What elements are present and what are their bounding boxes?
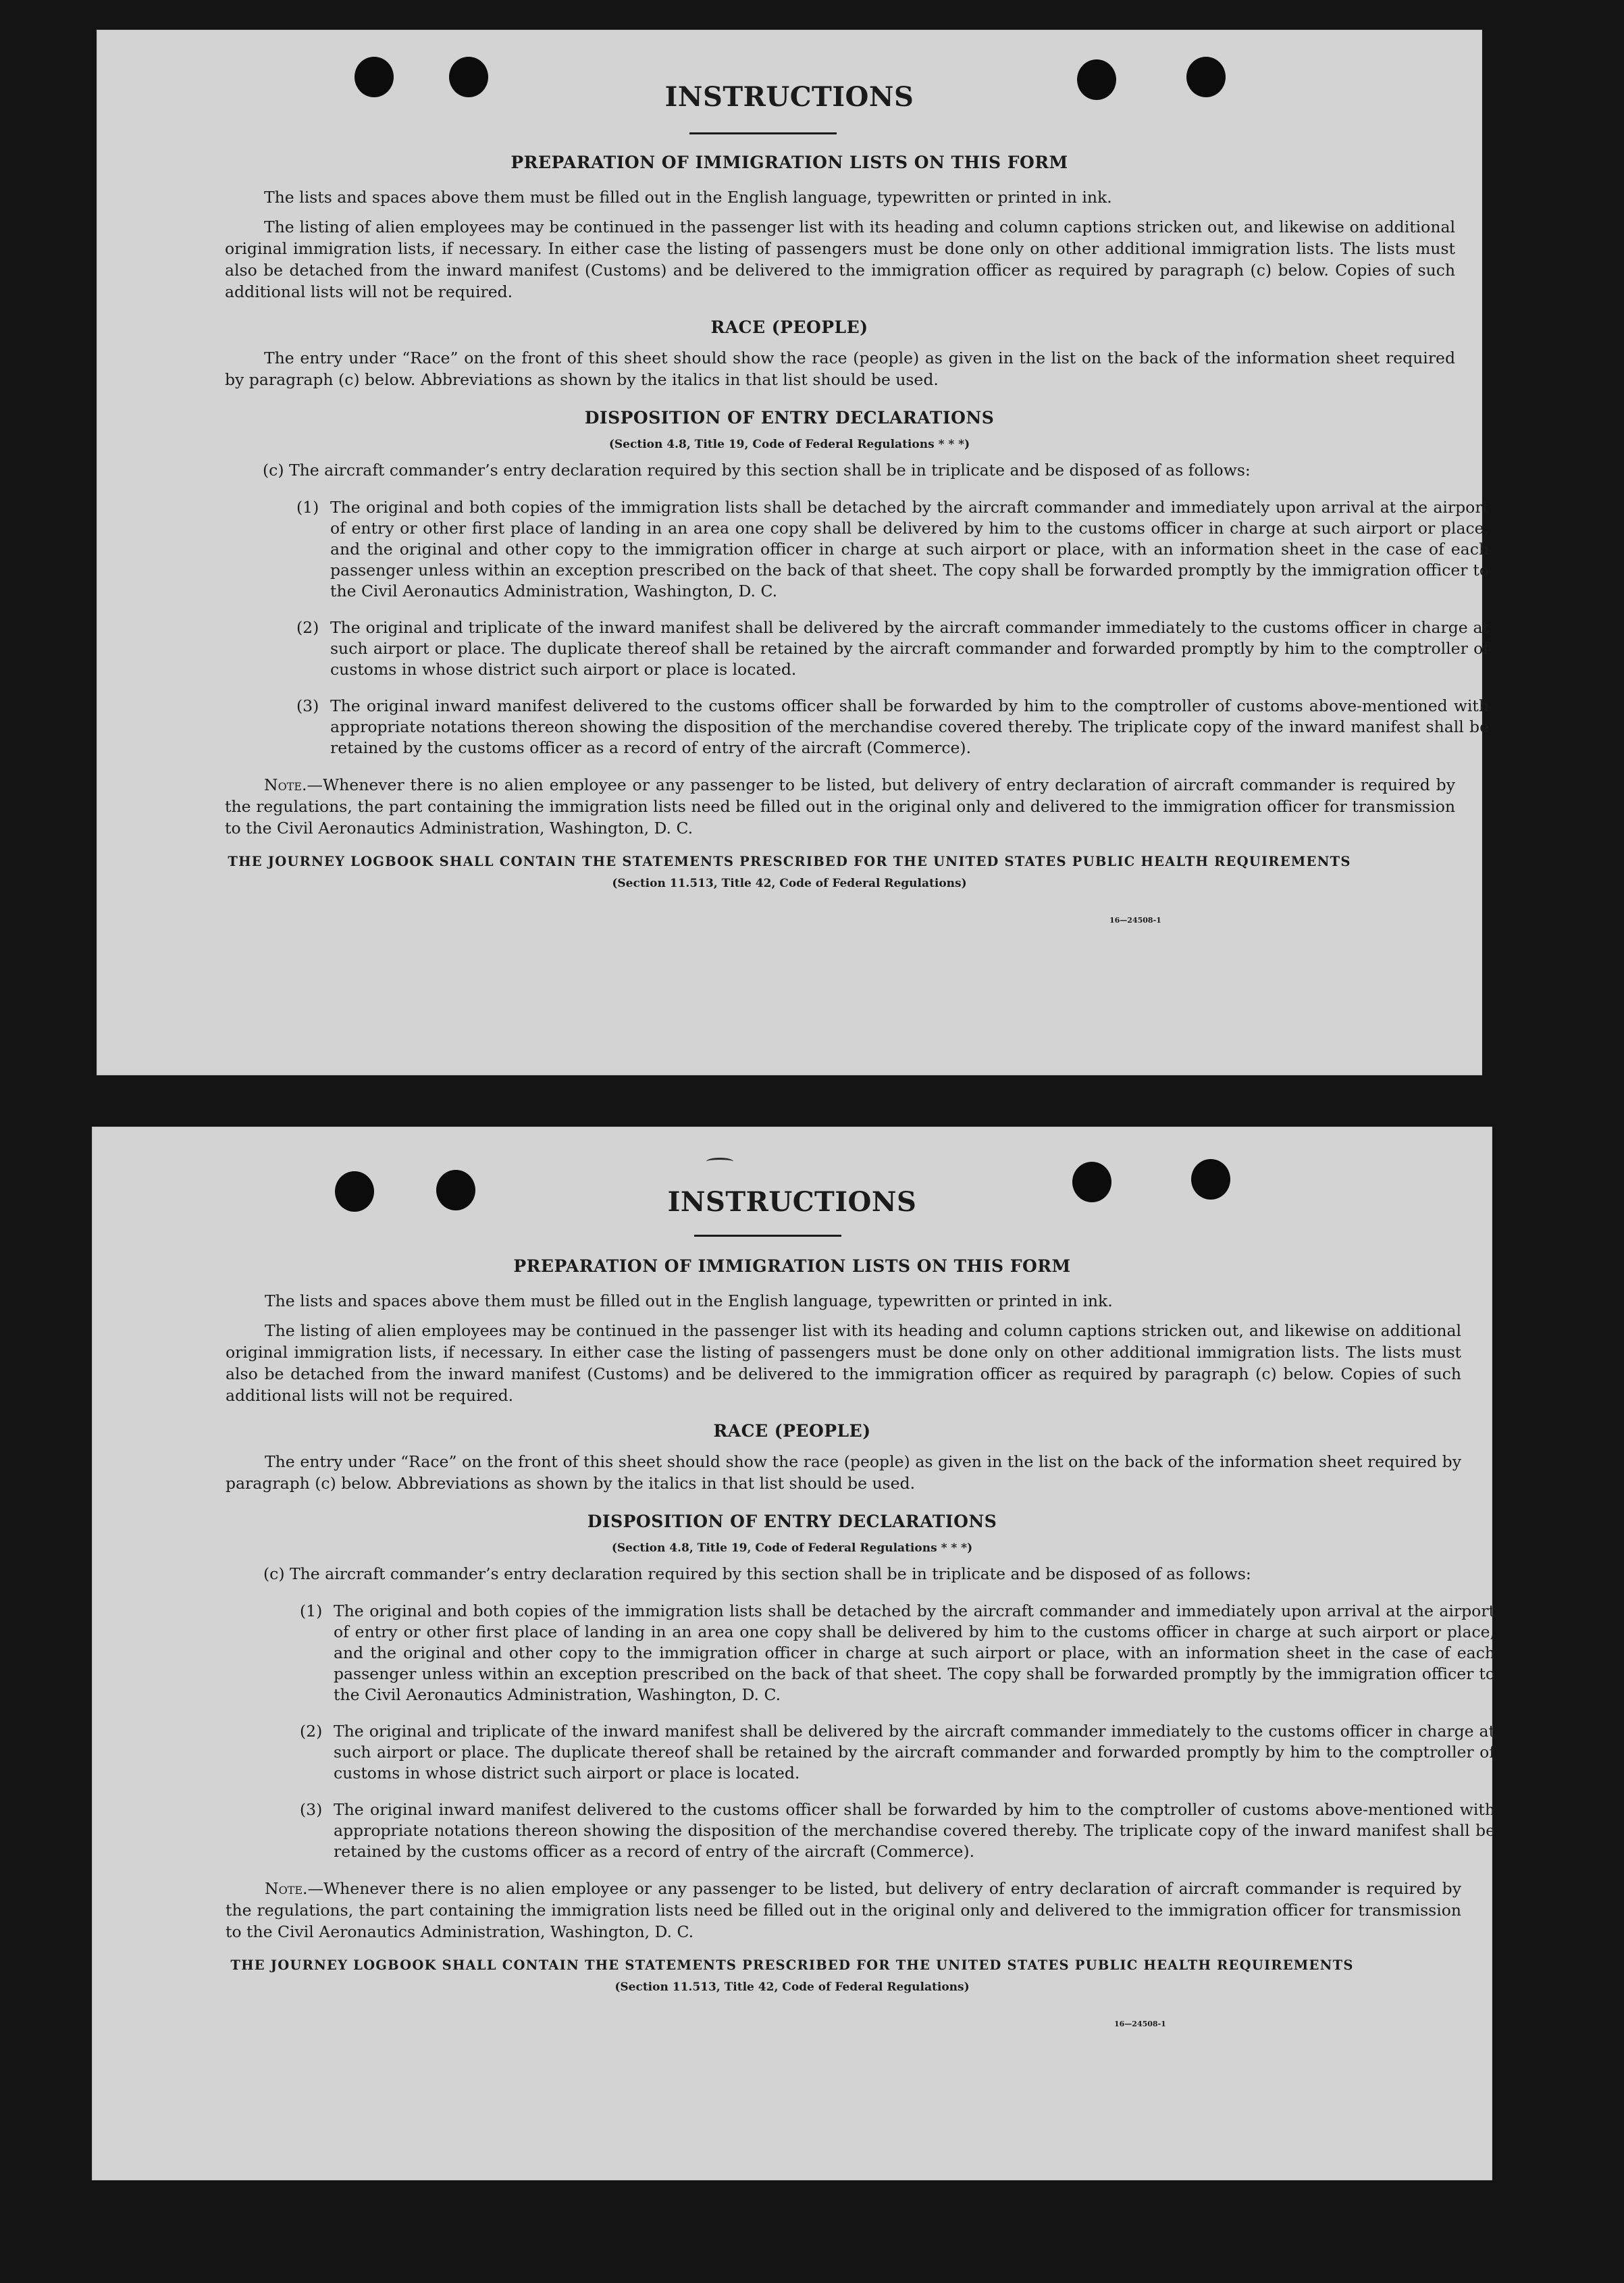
ink-mark xyxy=(706,1158,733,1165)
item-text: The original and triplicate of the inward manifest shall be delivered by the aircraft commander immediately to the customs officer in charge at such airport or place. The duplicate thereof shall be retained by the aircraft commander and forwarded promptly by him to the comptroller of customs in whose district such airport or place is located. xyxy=(334,1722,1495,1782)
item-number: (2) xyxy=(300,1722,323,1741)
item-number: (3) xyxy=(296,696,319,715)
preparation-paragraph-1: The lists and spaces above them must be filled out in the English language, typewritten or printed in ink. xyxy=(265,1291,1113,1310)
race-paragraph: The entry under “Race” on the front of this sheet should show the race (people) as given in the list on the back of the information sheet required by paragraph (c) below. Abbreviations as shown by the italics in that list should be used. xyxy=(226,1452,1461,1493)
note-text: —Whenever there is no alien employee or any passenger to be listed, but delivery of entry declaration of aircraft commander is required by the regulations, the part containing the immigration lists need be filled out in the original only and delivered to the immigration officer for transmission to the Civil Aeronautics Administration, Washington, D. C. xyxy=(226,1879,1461,1941)
note-paragraph xyxy=(225,774,1455,839)
note-text: —Whenever there is no alien employee or any passenger to be listed, but delivery of entry declaration of aircraft commander is required by the regulations, the part containing the immigration lists need be filled out in the original only and delivered to the immigration officer for transmission to the Civil Aeronautics Administration, Washington, D. C. xyxy=(225,775,1455,838)
disposition-item-3 xyxy=(300,1799,1495,1862)
instruction-sheet-top xyxy=(97,30,1489,1075)
disposition-citation: (Section 4.8, Title 19, Code of Federal Regulations * * *) xyxy=(611,1541,973,1555)
race-heading: RACE (PEOPLE) xyxy=(710,317,868,337)
disposition-item-2 xyxy=(300,1721,1495,1784)
preparation-heading: PREPARATION OF IMMIGRATION LISTS ON THIS FORM xyxy=(513,1256,1071,1276)
note-paragraph xyxy=(226,1878,1461,1943)
instruction-sheet-bottom xyxy=(92,1127,1495,2180)
disposition-heading: DISPOSITION OF ENTRY DECLARATIONS xyxy=(584,408,995,428)
item-text: The original and both copies of the immigration lists shall be detached by the aircraft commander and immediately upon arrival at the airport of entry or other first place of landing in an area one copy shall be delivered by him to the customs officer in charge at such airport or place, and the original and other copy to the immigration officer in charge at such airport or place, with an information sheet in the case of each passenger unless within an exception prescribed on the back of that sheet. The copy shall be forwarded promptly by the immigration officer to the Civil Aeronautics Administration, Washington, D. C. xyxy=(330,498,1489,600)
instructions-title: INSTRUCTIONS xyxy=(667,1186,917,1218)
journey-logbook-heading: THE JOURNEY LOGBOOK SHALL CONTAIN THE STATEMENTS PRESCRIBED FOR THE UNITED STATES PUBLIC HEALTH REQUIREMENTS xyxy=(230,1957,1354,1973)
preparation-heading: PREPARATION OF IMMIGRATION LISTS ON THIS FORM xyxy=(510,153,1068,172)
note-label: Note. xyxy=(265,1879,308,1898)
race-paragraph: The entry under “Race” on the front of this sheet should show the race (people) as given in the list on the back of the information sheet required by paragraph (c) below. Abbreviations as shown by the italics in that list should be used. xyxy=(225,349,1455,389)
disposition-intro: (c) The aircraft commander’s entry declaration required by this section shall be in triplicate and be disposed of as follows: xyxy=(263,1564,1251,1583)
race-heading: RACE (PEOPLE) xyxy=(713,1421,871,1441)
disposition-item-1 xyxy=(296,497,1489,602)
journey-logbook-citation: (Section 11.513, Title 42, Code of Federal Regulations) xyxy=(612,877,967,890)
item-number: (1) xyxy=(300,1601,323,1620)
disposition-item-3 xyxy=(296,696,1489,759)
preparation-paragraph-2: The listing of alien employees may be continued in the passenger list with its heading and column captions stricken out, and likewise on additional original immigration lists, if necessary. In either case the listing of passengers must be done only on other additional immigration lists. The lists must also be detached from the inward manifest (Customs) and be delivered to the immigration officer as required by paragraph (c) below. Copies of such additional lists will not be required. xyxy=(225,217,1455,301)
item-number: (1) xyxy=(296,498,319,517)
disposition-citation: (Section 4.8, Title 19, Code of Federal Regulations * * *) xyxy=(608,438,970,451)
disposition-heading: DISPOSITION OF ENTRY DECLARATIONS xyxy=(587,1512,997,1531)
preparation-paragraph-2: The listing of alien employees may be continued in the passenger list with its heading and column captions stricken out, and likewise on additional original immigration lists, if necessary. In either case the listing of passengers must be done only on other additional immigration lists. The lists must also be detached from the inward manifest (Customs) and be delivered to the immigration officer as required by paragraph (c) below. Copies of such additional lists will not be required. xyxy=(226,1321,1461,1405)
title-underline xyxy=(689,132,837,134)
journey-logbook-heading: THE JOURNEY LOGBOOK SHALL CONTAIN THE STATEMENTS PRESCRIBED FOR THE UNITED STATES PUBLIC HEALTH REQUIREMENTS xyxy=(228,854,1351,869)
journey-logbook-citation: (Section 11.513, Title 42, Code of Federal Regulations) xyxy=(614,1980,970,1994)
item-text: The original inward manifest delivered to the customs officer shall be forwarded by him to the comptroller of customs above-mentioned with appropriate notations thereon showing the disposition of the merchandise covered thereby. The triplicate copy of the inward manifest shall be retained by the customs officer as a record of entry of the aircraft (Commerce). xyxy=(334,1800,1495,1861)
form-number: 16—24508-1 xyxy=(1109,916,1161,925)
title-underline xyxy=(694,1235,841,1237)
form-number: 16—24508-1 xyxy=(1114,2020,1166,2028)
instructions-title: INSTRUCTIONS xyxy=(664,81,914,113)
item-number: (2) xyxy=(296,618,319,637)
disposition-item-2 xyxy=(296,617,1489,680)
preparation-paragraph-1: The lists and spaces above them must be filled out in the English language, typewritten or printed in ink. xyxy=(264,188,1112,207)
item-text: The original and both copies of the immigration lists shall be detached by the aircraft commander and immediately upon arrival at the airport of entry or other first place of landing in an area one copy shall be delivered by him to the customs officer in charge at such airport or place, and the original and other copy to the immigration officer in charge at such airport or place, with an information sheet in the case of each passenger unless within an exception prescribed on the back of that sheet. The copy shall be forwarded promptly by the immigration officer to the Civil Aeronautics Administration, Washington, D. C. xyxy=(334,1601,1495,1704)
item-number: (3) xyxy=(300,1800,323,1819)
disposition-item-1 xyxy=(300,1601,1495,1705)
item-text: The original and triplicate of the inward manifest shall be delivered by the aircraft commander immediately to the customs officer in charge at such airport or place. The duplicate thereof shall be retained by the aircraft commander and forwarded promptly by him to the comptroller of customs in whose district such airport or place is located. xyxy=(330,618,1489,679)
disposition-intro: (c) The aircraft commander’s entry declaration required by this section shall be in triplicate and be disposed of as follows: xyxy=(263,461,1251,480)
item-text: The original inward manifest delivered to the customs officer shall be forwarded by him to the comptroller of customs above-mentioned with appropriate notations thereon showing the disposition of the merchandise covered thereby. The triplicate copy of the inward manifest shall be retained by the customs officer as a record of entry of the aircraft (Commerce). xyxy=(330,696,1489,757)
note-label: Note. xyxy=(264,775,307,794)
